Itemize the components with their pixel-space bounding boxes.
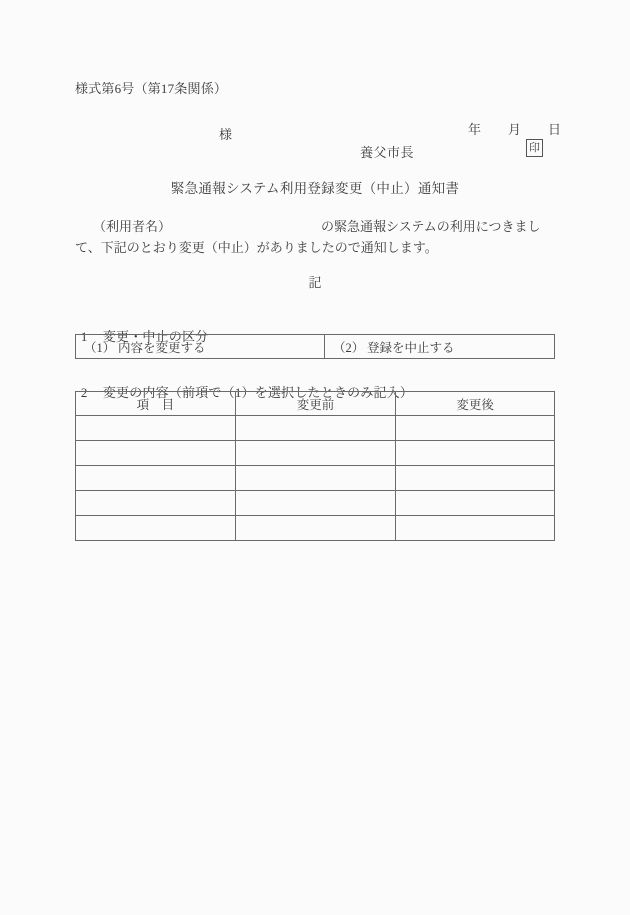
cell-before[interactable] <box>235 441 396 466</box>
column-header-before: 変更前 <box>235 392 396 416</box>
cell-item[interactable] <box>76 466 236 491</box>
cell-item[interactable] <box>76 516 236 541</box>
table-row <box>76 335 555 359</box>
column-header-item: 項 目 <box>76 392 236 416</box>
option-cancel-registration-cell[interactable] <box>325 335 555 359</box>
option-1-number: （1） <box>84 340 116 355</box>
addressee-honorific: 様 <box>219 127 233 142</box>
table-row <box>76 416 555 441</box>
section2-title: 変更の内容（前項で（1）を選択したときのみ記入） <box>102 385 414 400</box>
table-row <box>76 516 555 541</box>
user-name-label: （利用者名） <box>93 219 172 234</box>
table-header-row <box>76 392 555 416</box>
ki-marker: 記 <box>308 275 322 290</box>
cell-item[interactable] <box>76 416 236 441</box>
section1-title: 変更・中止の区分 <box>102 329 209 344</box>
cell-item[interactable] <box>76 491 236 516</box>
date-month-label: 月 <box>508 122 522 137</box>
option-2-number: （2） <box>333 340 365 355</box>
section1-number: 1 <box>80 329 88 344</box>
cell-before[interactable] <box>235 491 396 516</box>
date-year-label: 年 <box>468 122 482 137</box>
date-line <box>455 103 561 154</box>
section2-number: 2 <box>80 385 88 400</box>
cell-after[interactable] <box>396 466 555 491</box>
cell-item[interactable] <box>76 441 236 466</box>
seal-stamp-icon: 印 <box>526 139 543 157</box>
option-1-label: 内容を変更する <box>118 340 206 355</box>
cell-after[interactable] <box>396 491 555 516</box>
option-change-content-cell[interactable] <box>76 335 325 359</box>
cell-after[interactable] <box>396 416 555 441</box>
date-day-label: 日 <box>548 122 562 137</box>
cell-before[interactable] <box>235 516 396 541</box>
cell-before[interactable] <box>235 416 396 441</box>
change-content-table <box>75 391 555 541</box>
body-paragraph <box>75 216 560 258</box>
table-row <box>76 441 555 466</box>
change-category-table <box>75 334 555 359</box>
cell-before[interactable] <box>235 466 396 491</box>
cell-after[interactable] <box>396 441 555 466</box>
issuer-name: 養父市長 <box>360 145 415 160</box>
table-row <box>76 491 555 516</box>
cell-after[interactable] <box>396 516 555 541</box>
option-2-label: 登録を中止する <box>367 340 455 355</box>
page-title: 緊急通報システム利用登録変更（中止）通知書 <box>170 181 460 196</box>
column-header-after: 変更後 <box>396 392 555 416</box>
form-number: 様式第6号（第17条関係） <box>75 81 228 96</box>
body-text: の緊急通報システムの利用につきまして、下記のとおり変更（中止）がありましたので通知します。 <box>75 219 541 255</box>
table-row <box>76 466 555 491</box>
